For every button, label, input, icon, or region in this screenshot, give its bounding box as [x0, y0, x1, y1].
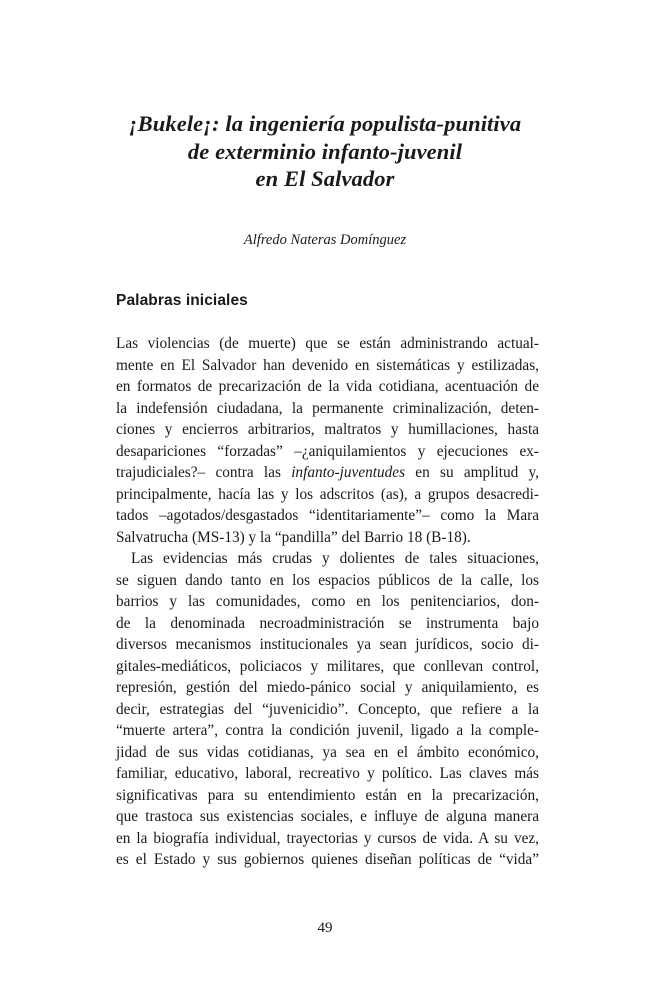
paragraph-2-line: de la denominada necroadministración se instrumenta bajo: [116, 614, 539, 632]
paragraph-2-line: decir, estrategias del “juvenicidio”. Concepto, que refiere a la: [116, 700, 539, 718]
paragraph-1-line: Las violencias (de muerte) que se están administrando actual-: [116, 335, 539, 352]
paragraph-2-line: se siguen dando tanto en los espacios públicos de la calle, los: [116, 571, 539, 589]
paragraph-1-line: ciones y encierros arbitrarios, maltratos y humillaciones, hasta: [116, 421, 539, 438]
paragraph-2-line: familiar, educativo, laboral, recreativo y político. Las claves más: [116, 765, 539, 782]
line-segment: en su amplitud y,: [405, 464, 539, 481]
paragraph-2-line: Las evidencias más crudas y dolientes de tales situaciones,: [131, 550, 539, 567]
paragraph-1-line: Salvatrucha (MS-13) y la “pandilla” del Barrio 18 (B-18).: [116, 528, 471, 546]
paragraph-2-line: en la biografía individual, trayectorias y cursos de vida. A su vez,: [116, 829, 539, 847]
chapter-title-line-3: en El Salvador: [255, 166, 395, 191]
section-heading: Palabras iniciales: [116, 292, 248, 309]
paragraph-2-line: es el Estado y sus gobiernos quienes diseñan políticas de “vida”: [116, 851, 539, 868]
paragraph-1-line: desapariciones “forzadas” –¿aniquilamientos y ejecuciones ex-: [116, 442, 539, 460]
chapter-title-line-1: ¡Bukele¡: la ingeniería populista-punitiva: [128, 111, 522, 136]
paragraph-2-line: jidad de sus vidas cotidianas, ya sea en el ámbito económico,: [116, 743, 539, 761]
paragraph-2-line: barrios y las comunidades, como en los penitenciarios, don-: [116, 593, 539, 610]
paragraph-1-line: principalmente, hacía las y los adscritos (as), a grupos desacredi-: [116, 485, 539, 503]
author-name: Alfredo Nateras Domínguez: [243, 232, 407, 248]
paragraph-2-line: represión, gestión del miedo-pánico social y aniquilamiento, es: [116, 679, 539, 696]
paragraph-1-line-with-italic: [116, 462, 539, 484]
paragraph-2-line: “muerte artera”, contra la condición juvenil, ligado a la comple-: [116, 722, 539, 739]
paragraph-1-line: en formatos de precarización de la vida cotidiana, acentuación de: [116, 378, 539, 395]
paragraph-1-line: la indefensión ciudadana, la permanente criminalización, deten-: [116, 399, 539, 417]
paragraph-2-line: gitales-mediáticos, policiacos y militares, que conllevan control,: [116, 657, 539, 675]
paragraph-2-line: diversos mecanismos institucionales ya sean jurídicos, socio di-: [116, 636, 539, 653]
chapter-title: [0, 110, 650, 193]
paragraph-1-line: mente en El Salvador han devenido en sistemáticas y estilizadas,: [116, 356, 539, 374]
paragraph-2-line: significativas para su entendimiento están en la precarización,: [116, 786, 539, 804]
chapter-title-line-2: de exterminio infanto-juvenil: [187, 138, 463, 164]
italic-term: infanto-juventudes: [291, 464, 406, 481]
body-text: [116, 333, 539, 871]
line-segment: trajudiciales?– contra las: [116, 464, 292, 481]
page-number: 49: [317, 920, 333, 936]
paragraph-2-line: que trastoca sus existencias sociales, e influye de alguna manera: [116, 808, 539, 825]
paragraph-1-line: tados –agotados/desgastados “identitariamente”– como la Mara: [116, 507, 539, 524]
